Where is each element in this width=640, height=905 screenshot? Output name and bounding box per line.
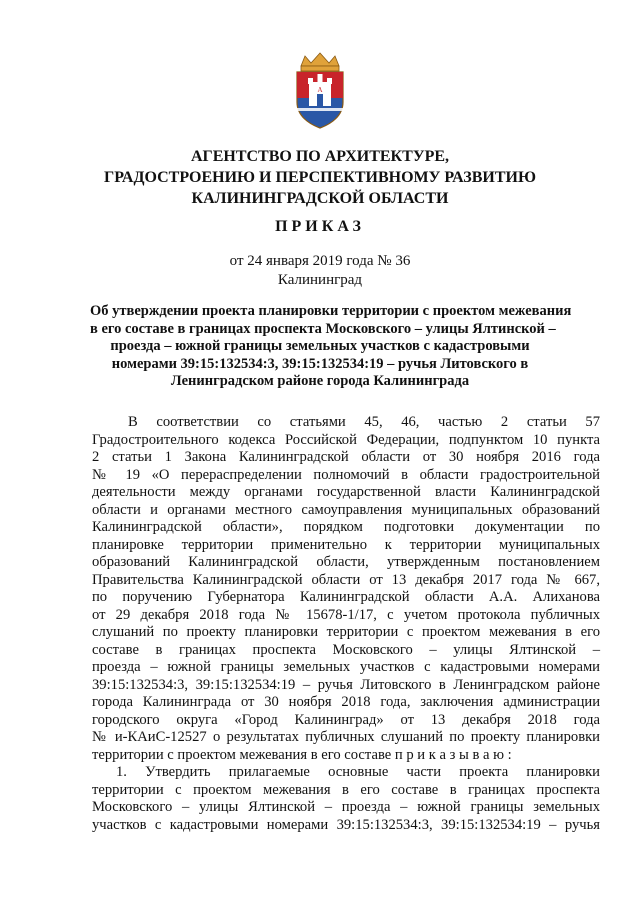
order-body <box>92 414 600 834</box>
subject-line: проезда – южной границы земельных участков с кадастровыми <box>110 338 530 355</box>
body-line: Градостроительного кодекса Российской Федерации, подпунктом 10 пункта <box>92 431 600 448</box>
body-line: 2 статьи 1 Закона Калининградской области от 30 ноября 2016 года <box>92 449 600 465</box>
order-subject <box>90 303 572 391</box>
agency-name <box>60 146 580 209</box>
agency-name-line: ГРАДОСТРОЕНИЮ И ПЕРСПЕКТИВНОМУ РАЗВИТИЮ <box>104 169 536 186</box>
body-line: слушаний по проекту планировки территории с проектом межевания в его <box>92 624 600 640</box>
kaliningrad-coat-of-arms-icon <box>291 52 349 130</box>
agency-name-line: АГЕНТСТВО ПО АРХИТЕКТУРЕ, <box>190 148 450 165</box>
subject-line: в его составе в границах проспекта Московского – улицы Ялтинской – <box>90 320 556 337</box>
subject-line: номерами 39:15:132534:3, 39:15:132534:19 – ручья Литовского в <box>111 355 529 372</box>
body-line: Московского – улицы Ялтинской – проезда – южной границы земельных <box>92 799 600 815</box>
order-city: Калининград <box>277 272 363 288</box>
body-line: территории с проектом межевания в его составе в границах проспекта <box>92 781 600 798</box>
body-line: 39:15:132534:3, 39:15:132534:19 – ручья Литовского в Ленинградском районе <box>92 676 600 693</box>
body-line: городского округа «Город Калининград» от 13 декабря 2018 года <box>92 711 600 728</box>
order-date: от 24 января 2019 года № 36 <box>229 253 411 269</box>
body-line: Калининградской области», порядком подготовки документации по <box>92 519 600 535</box>
body-line: планировке территории применительно к территории муниципальных <box>92 536 600 553</box>
order-date-block <box>0 252 640 290</box>
agency-name-line: КАЛИНИНГРАДСКОЙ ОБЛАСТИ <box>191 190 449 207</box>
body-line: № 19 «О перераспределении полномочий в области градостроительной <box>92 466 600 483</box>
subject-line: Об утверждении проекта планировки территории с проектом межевания <box>90 303 572 319</box>
body-line: образований Калининградской области, утвержденным постановлением <box>92 554 600 570</box>
body-line: от 29 декабря 2018 года № 15678-1/17, с учетом протокола публичных <box>92 606 600 623</box>
body-line: участков с кадастровыми номерами 39:15:132534:3, 39:15:132534:19 – ручья <box>92 816 600 833</box>
body-line: 1. Утвердить прилагаемые основные части проекта планировки <box>116 764 600 780</box>
body-line: территории с проектом межевания в его составе п р и к а з ы в а ю : <box>92 746 512 763</box>
body-line: города Калининграда от 30 ноября 2018 года, заключения администрации <box>92 694 600 710</box>
subject-line: Ленинградском районе города Калининграда <box>170 373 470 390</box>
body-line: № и-КАиС-12527 о результатах публичных слушаний по проекту планировки <box>92 729 600 745</box>
body-line: области и органами местного самоуправления муниципальных образований <box>92 501 600 518</box>
body-line: деятельности между органами государственной власти Калининградской <box>92 484 600 500</box>
body-line: Правительства Калининградской области от 13 декабря 2017 года № 667, <box>92 571 600 588</box>
body-line: проезда – южной границы земельных участков с кадастровыми номерами <box>92 659 600 675</box>
body-line: составе в границах проспекта Московского – улицы Ялтинской – <box>92 641 600 658</box>
svg-text:A: A <box>317 86 323 94</box>
body-line: по поручению Губернатора Калининградской области А.А. Алиханова <box>92 589 600 605</box>
body-line: В соответствии со статьями 45, 46, частью 2 статьи 57 <box>128 414 600 430</box>
order-title: ПРИКАЗ <box>275 218 365 235</box>
